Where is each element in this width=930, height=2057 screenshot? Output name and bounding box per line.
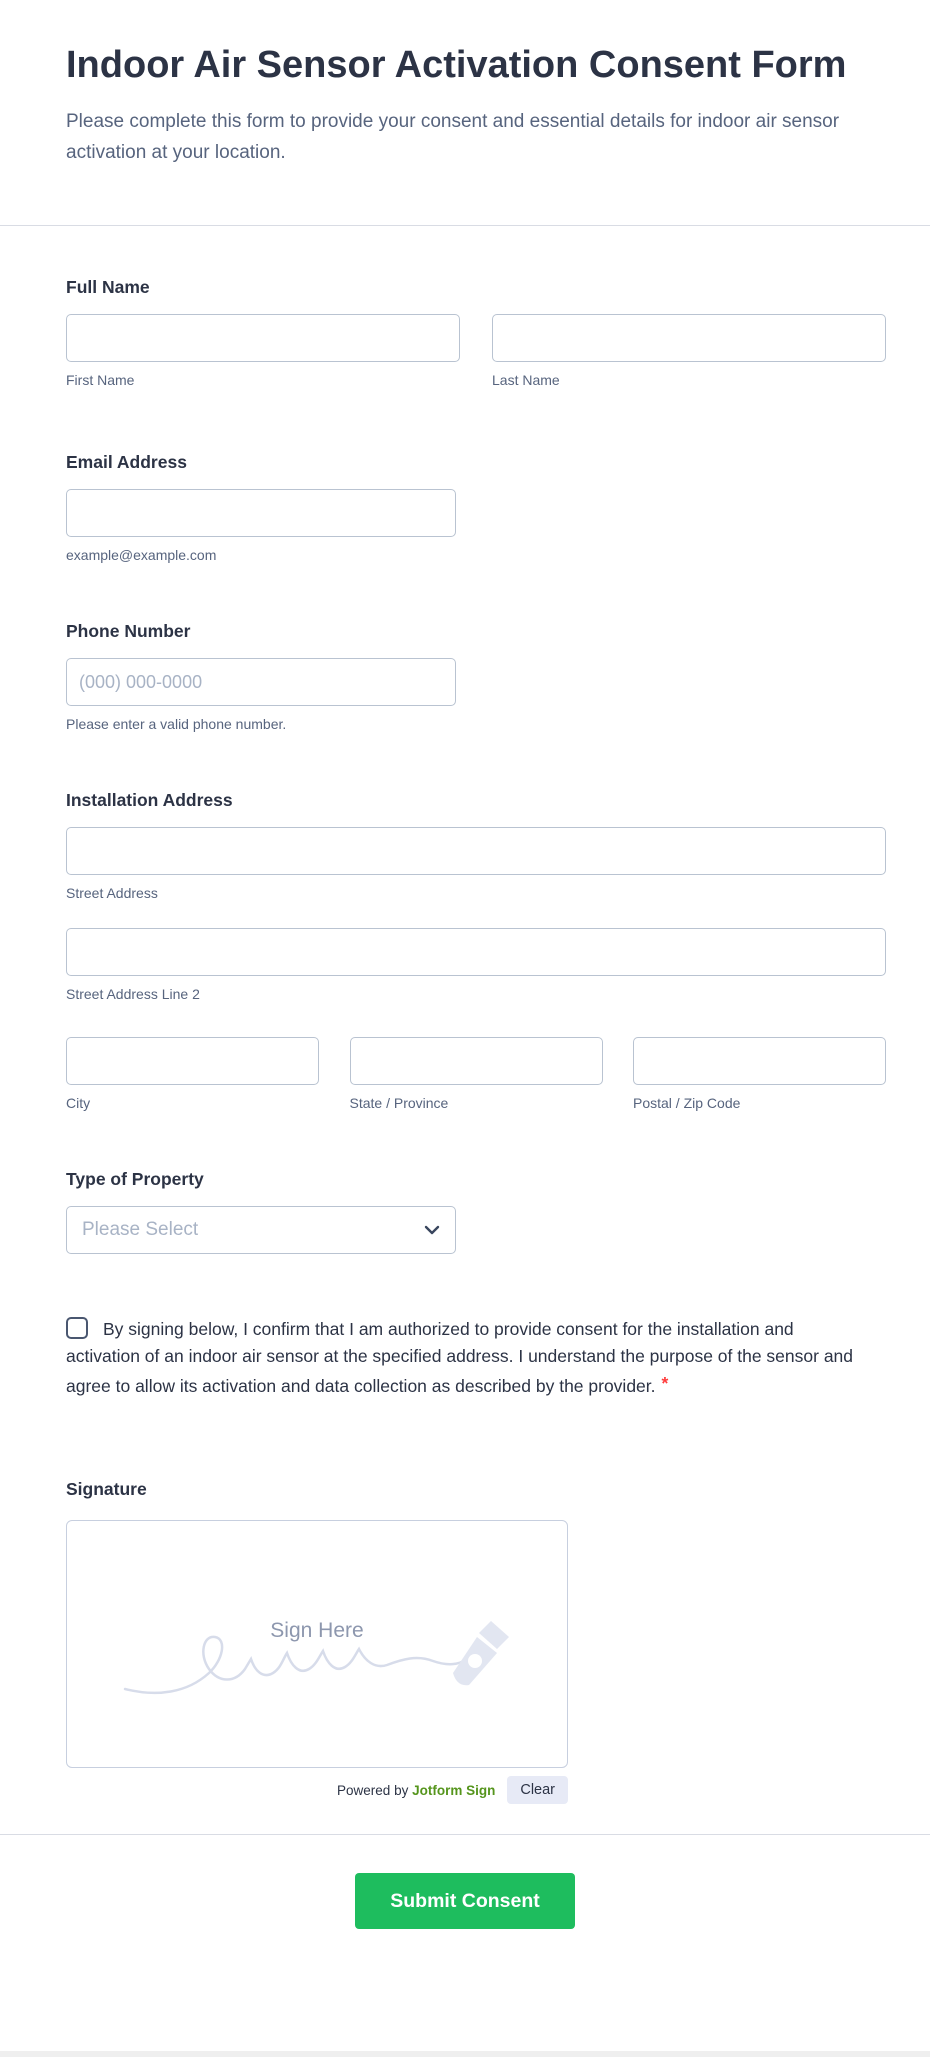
powered-by-text: Powered by Jotform Sign bbox=[337, 1782, 496, 1798]
email-label: Email Address bbox=[66, 452, 187, 472]
email-sublabel: example@example.com bbox=[66, 547, 217, 563]
address-label: Installation Address bbox=[66, 790, 233, 810]
city-sublabel: City bbox=[66, 1095, 91, 1111]
jotform-sign-brand: Jotform Sign bbox=[412, 1782, 496, 1798]
last-name-input[interactable] bbox=[492, 314, 886, 362]
street-address2-input[interactable] bbox=[66, 928, 886, 976]
header-divider bbox=[0, 225, 930, 226]
page-bottom-strip bbox=[0, 2051, 930, 2057]
consent-statement bbox=[66, 1316, 861, 1400]
form-body bbox=[0, 276, 930, 1804]
required-asterisk: * bbox=[661, 1373, 669, 1393]
chevron-down-icon bbox=[424, 1225, 440, 1235]
postal-sublabel: Postal / Zip Code bbox=[633, 1095, 741, 1111]
sign-here-hint: Sign Here bbox=[270, 1619, 364, 1642]
clear-signature-button[interactable]: Clear bbox=[507, 1776, 568, 1804]
state-input[interactable] bbox=[350, 1037, 603, 1085]
last-name-sublabel: Last Name bbox=[492, 372, 560, 388]
page-title: Indoor Air Sensor Activation Consent Form bbox=[66, 44, 847, 86]
street-address-input[interactable] bbox=[66, 827, 886, 875]
question-signature bbox=[66, 1478, 886, 1804]
postal-input[interactable] bbox=[633, 1037, 886, 1085]
property-type-label: Type of Property bbox=[66, 1169, 204, 1189]
signature-footer bbox=[66, 1776, 568, 1804]
footer-divider bbox=[0, 1834, 930, 1835]
phone-sublabel: Please enter a valid phone number. bbox=[66, 716, 287, 732]
form-header bbox=[0, 0, 930, 168]
consent-checkbox[interactable] bbox=[66, 1317, 88, 1339]
city-input[interactable] bbox=[66, 1037, 319, 1085]
submit-row bbox=[0, 1873, 930, 1929]
consent-text: By signing below, I confirm that I am authorized to provide consent for the installation and activation of an indoor air sensor at the specified address. I understand the purpose of the sensor and agree to allow its activation and data collection as described by the provider. bbox=[66, 1319, 854, 1396]
property-type-select[interactable] bbox=[66, 1206, 456, 1254]
question-property-type bbox=[66, 1168, 886, 1254]
form-subtitle: Please complete this form to provide your consent and essential details for indoor air sensor activation at your location. bbox=[66, 111, 840, 163]
street-address-sublabel: Street Address bbox=[66, 885, 158, 901]
state-sublabel: State / Province bbox=[349, 1095, 449, 1111]
submit-button[interactable]: Submit Consent bbox=[355, 1873, 575, 1929]
phone-input[interactable] bbox=[66, 658, 456, 706]
email-input[interactable] bbox=[66, 489, 456, 537]
first-name-sublabel: First Name bbox=[66, 372, 135, 388]
property-type-placeholder: Please Select bbox=[82, 1219, 199, 1240]
question-address bbox=[66, 789, 886, 1112]
signature-pad[interactable] bbox=[66, 1520, 568, 1768]
signature-squiggle bbox=[125, 1637, 467, 1693]
first-name-input[interactable] bbox=[66, 314, 460, 362]
street-address2-sublabel: Street Address Line 2 bbox=[66, 986, 200, 1002]
full-name-label: Full Name bbox=[66, 277, 150, 297]
signature-label: Signature bbox=[66, 1479, 147, 1499]
question-full-name bbox=[66, 276, 886, 389]
question-email bbox=[66, 451, 886, 564]
question-phone bbox=[66, 620, 886, 733]
phone-label: Phone Number bbox=[66, 621, 191, 641]
